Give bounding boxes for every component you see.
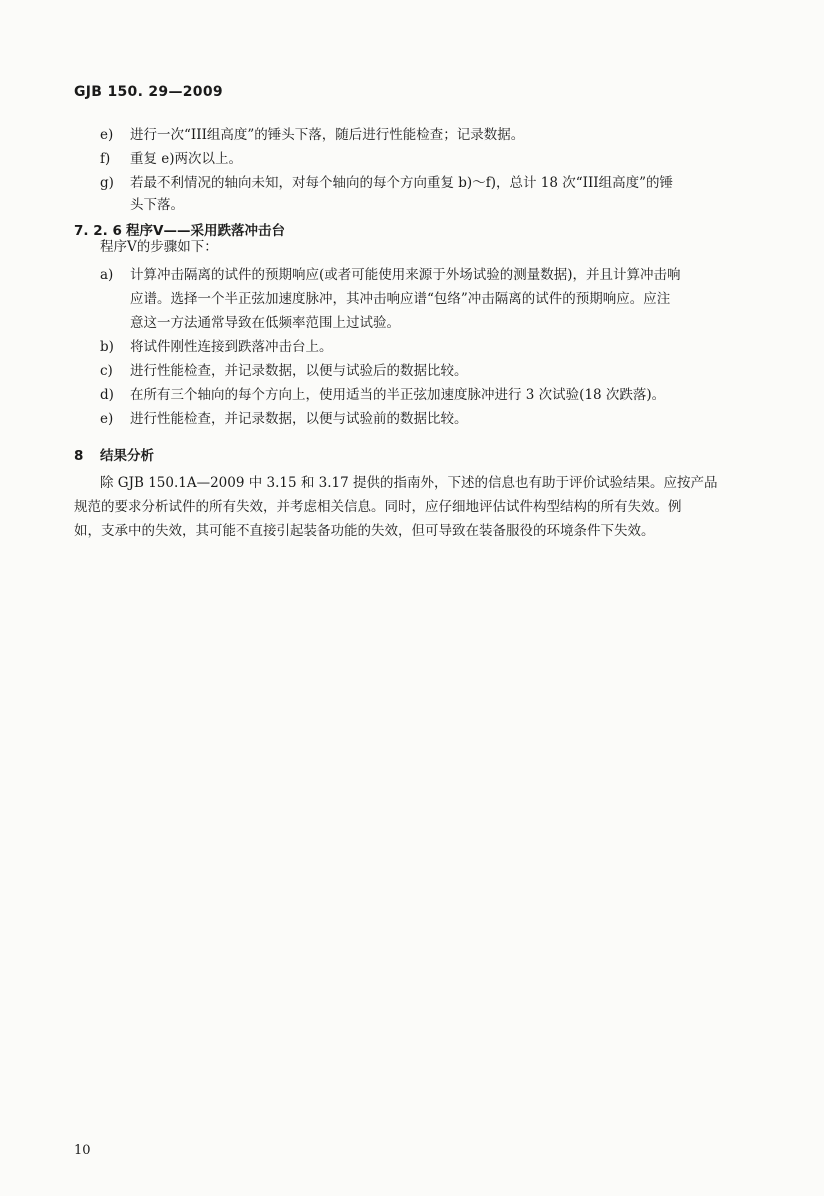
list-item-text: 进行一次“III组高度”的锤头下落，随后进行性能检查；记录数据。 [130, 127, 525, 143]
list-item-text: 将试件刚性连接到跌落冲击台上。 [130, 339, 333, 355]
section-heading [74, 444, 154, 464]
list-item-continuation: 应谱。选择一个半正弦加速度脉冲，其冲击响应谱“包络”冲击隔离的试件的预期响应。应注 [130, 291, 671, 307]
section-number: 7. 2. 6 [74, 223, 122, 239]
list-item-label: c) [100, 363, 113, 379]
list-item-label: g) [100, 175, 114, 191]
list-item-label: e) [100, 127, 114, 143]
list-item-text: 进行性能检查，并记录数据，以便与试验前的数据比较。 [130, 411, 468, 427]
paragraph-line: 如，支承中的失效，其可能不直接引起装备功能的失效，但可导致在装备服役的环境条件下失效。 [74, 523, 655, 539]
list-item-text: 进行性能检查，并记录数据，以便与试验后的数据比较。 [130, 363, 468, 379]
list-item-text: 计算冲击隔离的试件的预期响应(或者可能使用来源于外场试验的测量数据)，并且计算冲击响 [130, 267, 681, 283]
list-item-label: a) [100, 267, 114, 283]
list-item-text: 若最不利情况的轴向未知，对每个轴向的每个方向重复 b)～f)，总计 18 次“III组高度”的锤 [130, 175, 674, 191]
section-title: 结果分析 [100, 448, 154, 464]
list-item-text: 重复 e)两次以上。 [130, 151, 243, 167]
section-intro: 程序V的步骤如下： [100, 239, 218, 255]
document-header: GJB 150. 29—2009 [74, 84, 223, 100]
list-item-label: d) [100, 387, 114, 403]
list-item-continuation: 意这一方法通常导致在低频率范围上过试验。 [130, 315, 400, 331]
paragraph-line: 规范的要求分析试件的所有失效，并考虑相关信息。同时，应仔细地评估试件构型结构的所有失效。例 [74, 499, 682, 515]
paragraph-line: 除 GJB 150.1A—2009 中 3.15 和 3.17 提供的指南外，下述的信息也有助于评价试验结果。应按产品 [100, 475, 718, 491]
section-number: 8 [74, 448, 84, 464]
list-item-label: f) [100, 151, 111, 167]
section-title: 程序V——采用跌落冲击台 [126, 223, 285, 239]
list-item-label: e) [100, 411, 114, 427]
list-item-continuation: 头下落。 [130, 197, 184, 213]
list-item-text: 在所有三个轴向的每个方向上，使用适当的半正弦加速度脉冲进行 3 次试验(18 次跌落)。 [130, 387, 666, 403]
list-item-label: b) [100, 339, 114, 355]
page-number: 10 [74, 1143, 91, 1158]
